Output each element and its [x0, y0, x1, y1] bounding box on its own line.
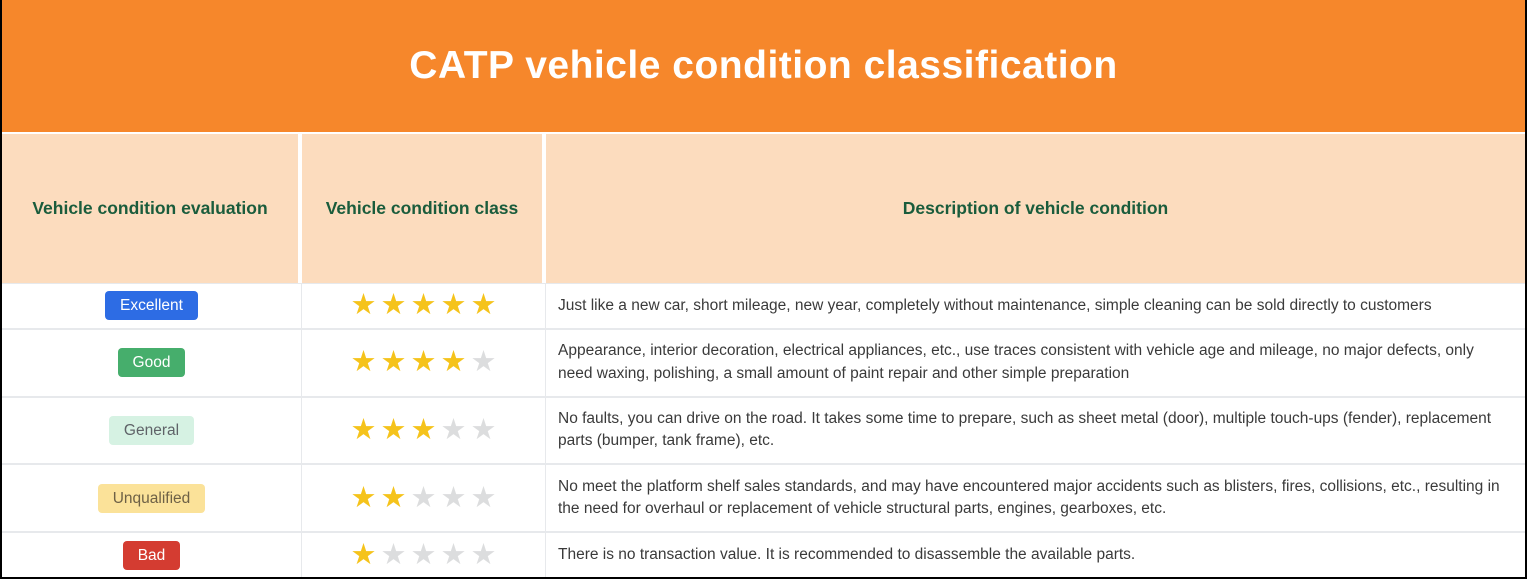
table-row	[2, 283, 1525, 328]
column-header-description: Description of vehicle condition	[546, 134, 1525, 283]
star-filled-icon: ★	[410, 413, 437, 446]
description-cell	[546, 330, 1525, 396]
condition-description: No faults, you can drive on the road. It takes some time to prepare, such as sheet metal (door), multiple touch-ups (fender), replacement parts (bumper, tank frame), etc.	[558, 410, 1492, 450]
star-filled-icon: ★	[440, 289, 467, 322]
star-filled-icon: ★	[380, 413, 407, 446]
condition-description: No meet the platform shelf sales standards, and may have encountered major accidents such as blisters, fires, collisions, etc., resulting in the need for overhaul or replacement of vehicle structural parts, engines, gearboxes, etc.	[558, 478, 1500, 518]
evaluation-badge: Bad	[123, 541, 181, 570]
evaluation-badge: Good	[118, 348, 186, 377]
star-filled-icon: ★	[350, 538, 377, 571]
star-rating	[349, 481, 499, 514]
star-empty-icon: ★	[470, 346, 497, 378]
star-filled-icon: ★	[350, 346, 377, 378]
star-empty-icon: ★	[470, 413, 497, 446]
evaluation-cell	[2, 330, 302, 396]
star-filled-icon: ★	[410, 289, 437, 322]
class-cell	[302, 533, 546, 577]
star-empty-icon: ★	[410, 538, 437, 571]
column-header-evaluation: Vehicle condition evaluation	[2, 134, 302, 283]
table-row	[2, 396, 1525, 464]
star-filled-icon: ★	[380, 481, 407, 514]
title-banner	[2, 0, 1525, 132]
star-empty-icon: ★	[440, 413, 467, 446]
star-filled-icon: ★	[350, 413, 377, 446]
table-row	[2, 463, 1525, 531]
star-empty-icon: ★	[380, 538, 407, 571]
description-cell	[546, 465, 1525, 531]
star-empty-icon: ★	[440, 538, 467, 571]
star-filled-icon: ★	[380, 289, 407, 322]
star-filled-icon: ★	[410, 346, 437, 378]
table-header-row	[2, 134, 1525, 283]
class-cell	[302, 330, 546, 396]
evaluation-cell	[2, 533, 302, 577]
column-header-class: Vehicle condition class	[302, 134, 546, 283]
condition-description: Appearance, interior decoration, electrical appliances, etc., use traces consistent with vehicle age and mileage, no major defects, only need waxing, polishing, a small amount of paint repair and other simple preparation	[558, 342, 1474, 382]
star-filled-icon: ★	[470, 289, 497, 322]
star-empty-icon: ★	[470, 481, 497, 514]
description-cell	[546, 533, 1525, 577]
star-empty-icon: ★	[410, 481, 437, 514]
star-empty-icon: ★	[440, 481, 467, 514]
class-cell	[302, 398, 546, 464]
star-rating	[349, 348, 499, 377]
star-rating	[349, 538, 499, 571]
table-body	[2, 283, 1525, 577]
description-cell	[546, 398, 1525, 464]
star-filled-icon: ★	[350, 289, 377, 322]
evaluation-cell	[2, 465, 302, 531]
star-filled-icon: ★	[380, 346, 407, 378]
class-cell	[302, 465, 546, 531]
star-rating	[349, 291, 499, 320]
evaluation-badge: Unqualified	[98, 484, 206, 513]
table-row	[2, 328, 1525, 396]
classification-table	[2, 132, 1525, 577]
condition-description: Just like a new car, short mileage, new year, completely without maintenance, simple cleaning can be sold directly to customers	[558, 296, 1432, 314]
star-empty-icon: ★	[470, 538, 497, 571]
condition-description: There is no transaction value. It is recommended to disassemble the available parts.	[558, 545, 1136, 563]
class-cell	[302, 284, 546, 328]
evaluation-cell	[2, 398, 302, 464]
evaluation-cell	[2, 284, 302, 328]
star-filled-icon: ★	[440, 346, 467, 378]
star-filled-icon: ★	[350, 481, 377, 514]
page-title: CATP vehicle condition classification	[409, 44, 1118, 87]
evaluation-badge: Excellent	[105, 291, 198, 320]
star-rating	[349, 413, 499, 446]
table-row	[2, 531, 1525, 577]
evaluation-badge: General	[109, 416, 194, 445]
description-cell	[546, 284, 1525, 328]
